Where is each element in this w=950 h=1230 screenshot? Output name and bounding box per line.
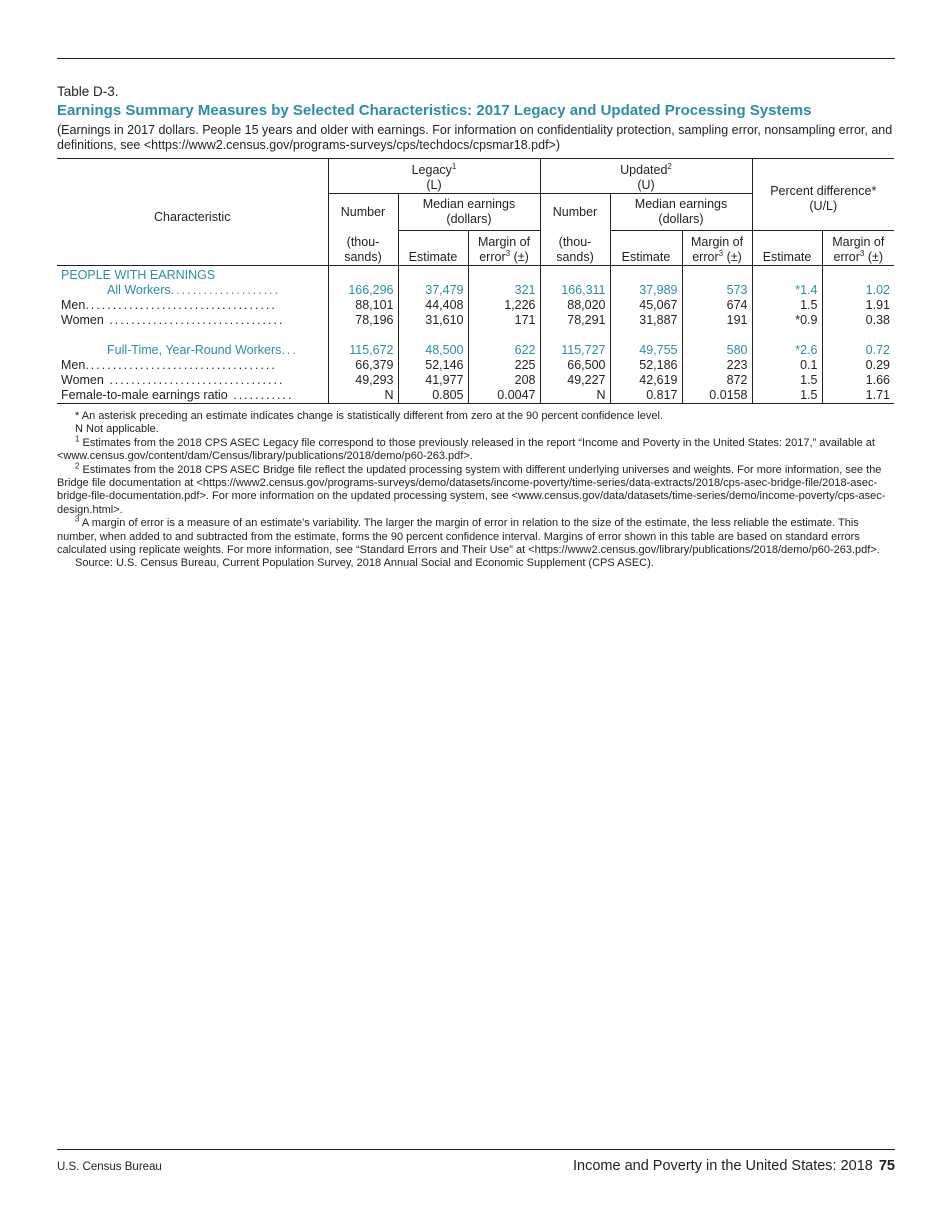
- header-legacy-moe: Margin of error$^3$ (±): [468, 231, 540, 266]
- header-legacy-number: Number (thou- sands): [328, 194, 398, 266]
- table-note: (Earnings in 2017 dollars. People 15 years and older with earnings. For information on confidentiality protection, sampling error, nonsampling error, and definitions, see <https://www2.census.gov/programs-surveys/cps/techdocs/cpsmar18.pdf>): [57, 123, 893, 152]
- bottom-rule: [57, 1149, 895, 1150]
- table-title: Earnings Summary Measures by Selected Characteristics: 2017 Legacy and Updated Processing Systems: [57, 102, 812, 119]
- header-updated: Updated$^2$ (U): [540, 159, 752, 194]
- table-row: Men................................... 66,379 52,146 225 66,500 52,186 223 0.1 0.29: [57, 358, 894, 373]
- top-rule: [57, 58, 895, 59]
- header-legacy-estimate: Estimate: [398, 231, 468, 266]
- footer-publisher: U.S. Census Bureau: [57, 1161, 162, 1173]
- section-label: PEOPLE WITH EARNINGS: [61, 268, 216, 282]
- header-updated-moe: Margin of error$^3$ (±): [682, 231, 752, 266]
- header-updated-median: Median earnings (dollars): [610, 194, 752, 231]
- table-row: Men................................... 88,101 44,408 1,226 88,020 45,067 674 1.5 1.91: [57, 298, 894, 313]
- footnote-source: Source: U.S. Census Bureau, Current Population Survey, 2018 Annual Social and Economic Supplement (CPS ASEC).: [75, 557, 654, 570]
- footnote-n: N Not applicable.: [75, 423, 159, 436]
- page-number: 75: [878, 1158, 895, 1174]
- footnote-1: $^1$ Estimates from the 2018 CPS ASEC Legacy file correspond to those previously released in the report “Income and Poverty in the United States: 2017,” available at <www.census.gov/content/dam/Census/library/publications/2018/demo/p60-263.pdf>.: [57, 434, 875, 463]
- header-characteristic: Characteristic: [57, 159, 328, 266]
- header-legacy-median: Median earnings (dollars): [398, 194, 540, 231]
- header-percent-difference: Percent difference* (U/L): [752, 159, 894, 231]
- header-legacy: Legacy$^1$ (L): [328, 159, 540, 194]
- table-row: Female-to-male earnings ratio ........... N 0.805 0.0047 N 0.817 0.0158 1.5 1.71: [57, 388, 894, 404]
- table-row: Full-Time, Year-Round Workers... 115,672 48,500 622 115,727 49,755 580 *2.6 0.72: [57, 343, 894, 358]
- footnotes: [57, 410, 891, 571]
- table-label: Table D-3.: [57, 84, 119, 99]
- table-row: Women ................................ 78,196 31,610 171 78,291 31,887 191 *0.9 0.38: [57, 313, 894, 328]
- table-row: All Workers.................... 166,296 37,479 321 166,311 37,989 573 *1.4 1.02: [57, 283, 894, 298]
- table-row: Women ................................ 49,293 41,977 208 49,227 42,619 872 1.5 1.66: [57, 373, 894, 388]
- footnote-3: $^3$ A margin of error is a measure of an estimate’s variability. The larger the margin of error in relation to the size of the estimate, the less reliable the estimate. This number, when added to and subtracted from the estimate, forms the 90 percent confidence interval. Margins of error shown in this table are based on standard errors calculated using replicate weights. For more information, see “Standard Errors and Their Use” at <https://www2.census.gov/library/publications/2018/demo/p60-263.pdf>.: [57, 514, 880, 557]
- footnote-2: $^2$ Estimates from the 2018 CPS ASEC Bridge file reflect the updated processing system with different underlying universes and weights. For more information, see the Bridge file documentation at <https://www2.census.gov/programs-surveys/demo/datasets/income-poverty/time-series/data-extracts/2018/cps-asec-bridge-file/2018-asec-bridge-file-documentation.pdf>. For more information on the updated processing system, see <www.census.gov/data/datasets/time-series/demo/income-poverty/cps-asec-design.html>.: [57, 460, 886, 516]
- header-updated-estimate: Estimate: [610, 231, 682, 266]
- earnings-table: [57, 158, 894, 404]
- header-pd-estimate: Estimate: [752, 231, 822, 266]
- footnote-asterisk: * An asterisk preceding an estimate indicates change is statistically different from zero at the 90 percent confidence level.: [75, 410, 664, 422]
- footer-report-title: Income and Poverty in the United States: 2018 75: [573, 1158, 895, 1174]
- spacer-row: [57, 328, 894, 343]
- header-pd-moe: Margin of error$^3$ (±): [822, 231, 894, 266]
- header-updated-number: Number (thou- sands): [540, 194, 610, 266]
